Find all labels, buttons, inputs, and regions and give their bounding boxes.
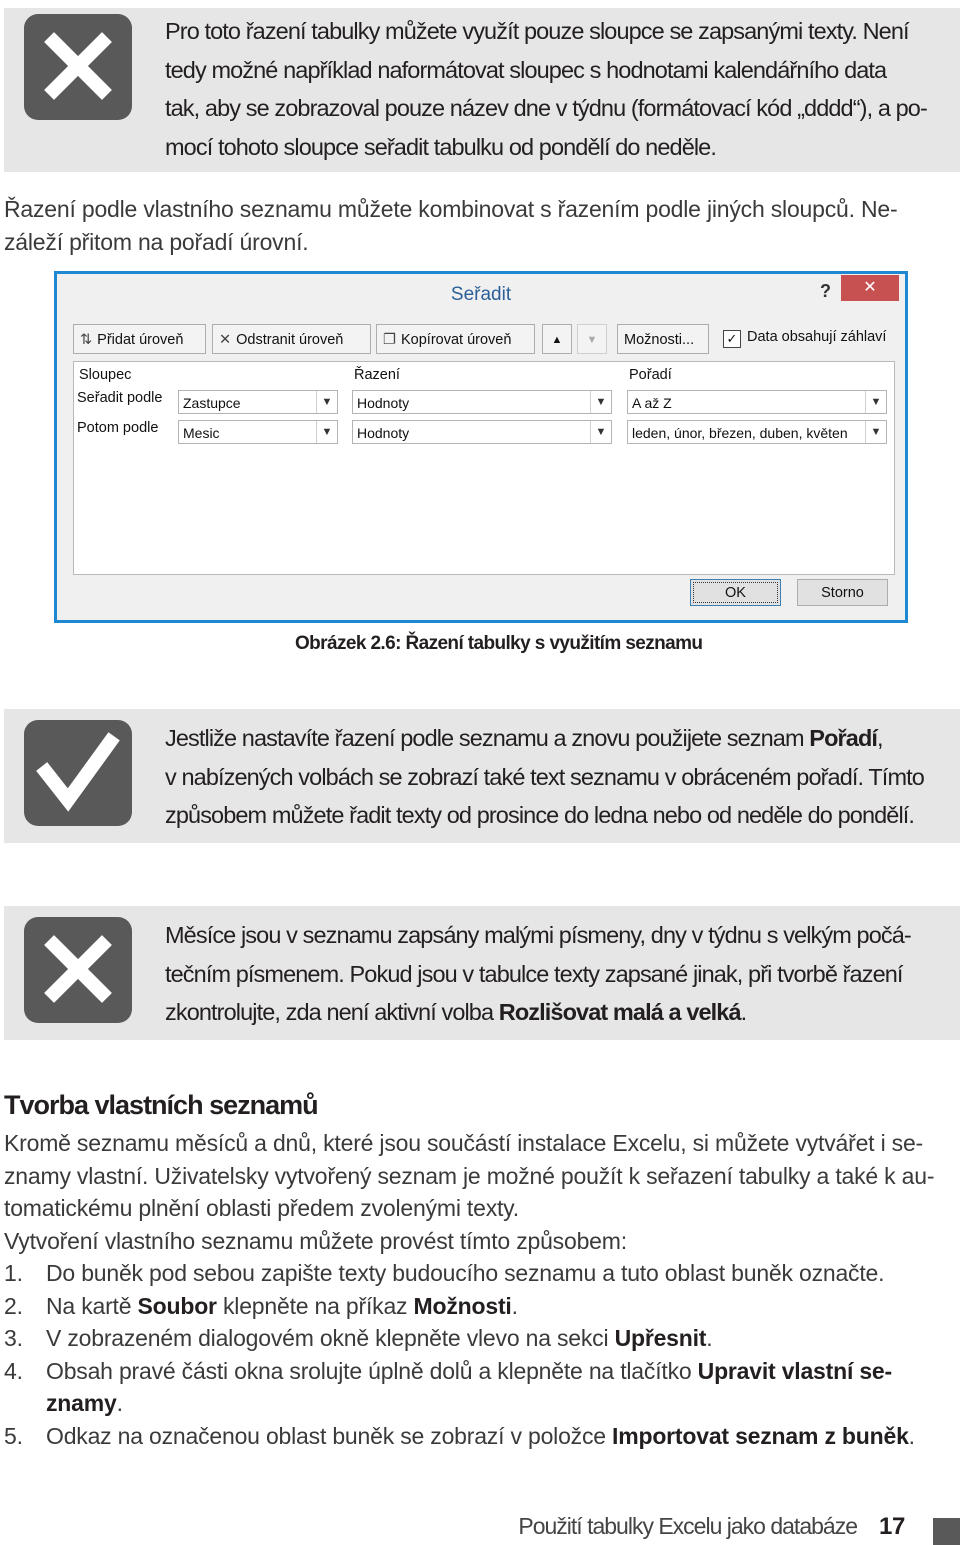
- column-header: Sloupec: [79, 367, 132, 383]
- options-button[interactable]: Možnosti...: [617, 324, 709, 354]
- text-line: tak, aby se zobrazoval pouze název dne v týdnu (formátovací kód „dddd“), a po-: [165, 95, 927, 121]
- order-select-1[interactable]: A až Z ▼: [627, 390, 887, 414]
- chevron-down-icon: ▼: [590, 421, 611, 443]
- text-line: zkontrolujte, zda není aktivní volba Rozlišovat malá a velká.: [165, 999, 747, 1025]
- order-header: Pořadí: [629, 367, 672, 383]
- arrow-down-icon: ▼: [586, 334, 598, 346]
- note-tip-text: [165, 719, 930, 835]
- text-line: v nabízených volbách se zobrazí také text seznamu v obráceném pořadí. Tímto: [165, 763, 924, 790]
- order-select-2[interactable]: leden, únor, březen, duben, květen ▼: [627, 420, 887, 444]
- note-warning-2-text: [165, 916, 930, 1032]
- text-line: tedy možné například naformátovat sloupec s hodnotami kalendářního data: [165, 56, 887, 83]
- move-down-button[interactable]: [577, 324, 607, 354]
- chevron-down-icon: ▼: [316, 391, 337, 413]
- list-item: 4. Obsah pravé části okna srolujte úplně dolů a klepněte na tlačítko Upravit vlastní se- znamy.: [4, 1357, 892, 1416]
- text-line: Kromě seznamu měsíců a dnů, které jsou součástí instalace Excelu, si můžete vytvářet i se-: [4, 1130, 924, 1156]
- text-line: tečním písmenem. Pokud jsou v tabulce texty zapsané jinak, při tvorbě řazení: [165, 960, 903, 987]
- footer-marker: [933, 1518, 960, 1545]
- chevron-down-icon: ▼: [865, 391, 886, 413]
- note-warning-1: [4, 8, 960, 172]
- note-warning-2: [4, 906, 960, 1040]
- cancel-button[interactable]: Storno: [797, 579, 888, 606]
- note-tip: [4, 709, 960, 843]
- dialog-title: Seřadit: [450, 284, 512, 305]
- text-line: záleží přitom na pořadí úrovní.: [4, 228, 309, 255]
- list-item: 2. Na kartě Soubor klepněte na příkaz Možnosti.: [4, 1292, 518, 1319]
- text-line: tomatickému plnění oblasti předem zvolenými texty.: [4, 1195, 519, 1221]
- copy-level-button[interactable]: ❐ Kopírovat úroveň: [376, 324, 535, 354]
- sort-dialog: [54, 271, 908, 623]
- add-level-button[interactable]: ⇅ Přidat úroveň: [73, 324, 206, 354]
- note-warning-1-text: [165, 12, 930, 166]
- cross-icon: [24, 917, 132, 1023]
- page-number: 17: [879, 1513, 905, 1540]
- section-heading: Tvorba vlastních seznamů: [4, 1090, 318, 1120]
- chevron-down-icon: ▼: [590, 391, 611, 413]
- row-label-then-by: Potom podle: [77, 420, 159, 436]
- footer-title: Použití tabulky Excelu jako databáze: [518, 1513, 857, 1539]
- arrow-up-icon: ▲: [551, 334, 563, 346]
- column-select-2[interactable]: Mesic ▼: [178, 420, 338, 444]
- text-line: Jestliže nastavíte řazení podle seznamu a znovu použijete seznam Pořadí,: [165, 725, 883, 751]
- checkmark-icon: [24, 720, 132, 826]
- cross-icon: [24, 14, 132, 120]
- figure-caption: Obrázek 2.6: Řazení tabulky s využitím seznamu: [295, 633, 703, 654]
- text-line: Řazení podle vlastního seznamu můžete kombinovat s řazením podle jiných sloupců. Ne-: [4, 196, 898, 222]
- text-line: mocí tohoto sloupce seřadit tabulku od pondělí do neděle.: [165, 133, 716, 160]
- column-select-1[interactable]: Zastupce ▼: [178, 390, 338, 414]
- row-label-sort-by: Seřadit podle: [77, 390, 163, 406]
- paragraph-1: [4, 193, 956, 258]
- steps-list: [4, 1257, 956, 1452]
- copy-icon: ❐: [383, 332, 396, 348]
- sort-on-select-2[interactable]: Hodnoty ▼: [352, 420, 612, 444]
- chevron-down-icon: ▼: [316, 421, 337, 443]
- text-line: Měsíce jsou v seznamu zapsány malými písmeny, dny v týdnu s velkým počá-: [165, 922, 911, 948]
- text-line: Pro toto řazení tabulky můžete využít pouze sloupce se zapsanými texty. Není: [165, 18, 909, 44]
- list-item: 1. Do buněk pod sebou zapište texty budoucího seznamu a tuto oblast buněk označte.: [4, 1260, 885, 1286]
- has-headers-checkbox[interactable]: ✓: [723, 330, 741, 348]
- has-headers-label: Data obsahují záhlaví: [747, 329, 887, 345]
- section-body: [4, 1127, 956, 1257]
- help-button[interactable]: ?: [820, 281, 831, 301]
- list-item: 3. V zobrazeném dialogovém okně klepněte vlevo na sekci Upřesnit.: [4, 1325, 713, 1351]
- move-up-button[interactable]: [542, 324, 572, 354]
- ok-button[interactable]: OK: [690, 579, 781, 606]
- add-level-icon: ⇅: [80, 332, 93, 348]
- chevron-down-icon: ▼: [865, 421, 886, 443]
- text-line: způsobem můžete řadit texty od prosince do ledna nebo od neděle do pondělí.: [165, 802, 915, 828]
- list-item: 5. Odkaz na označenou oblast buněk se zobrazí v položce Importovat seznam z buněk.: [4, 1422, 915, 1449]
- delete-icon: ✕: [219, 332, 232, 348]
- close-button[interactable]: ✕: [841, 275, 899, 301]
- sort-on-select-1[interactable]: Hodnoty ▼: [352, 390, 612, 414]
- text-line: znamy vlastní. Uživatelsky vytvořený seznam je možné použít k seřazení tabulky a také k au-: [4, 1162, 935, 1189]
- delete-level-button[interactable]: ✕ Odstranit úroveň: [212, 324, 371, 354]
- text-line: Vytvoření vlastního seznamu můžete provést tímto způsobem:: [4, 1227, 627, 1254]
- sort-on-header: Řazení: [354, 367, 400, 383]
